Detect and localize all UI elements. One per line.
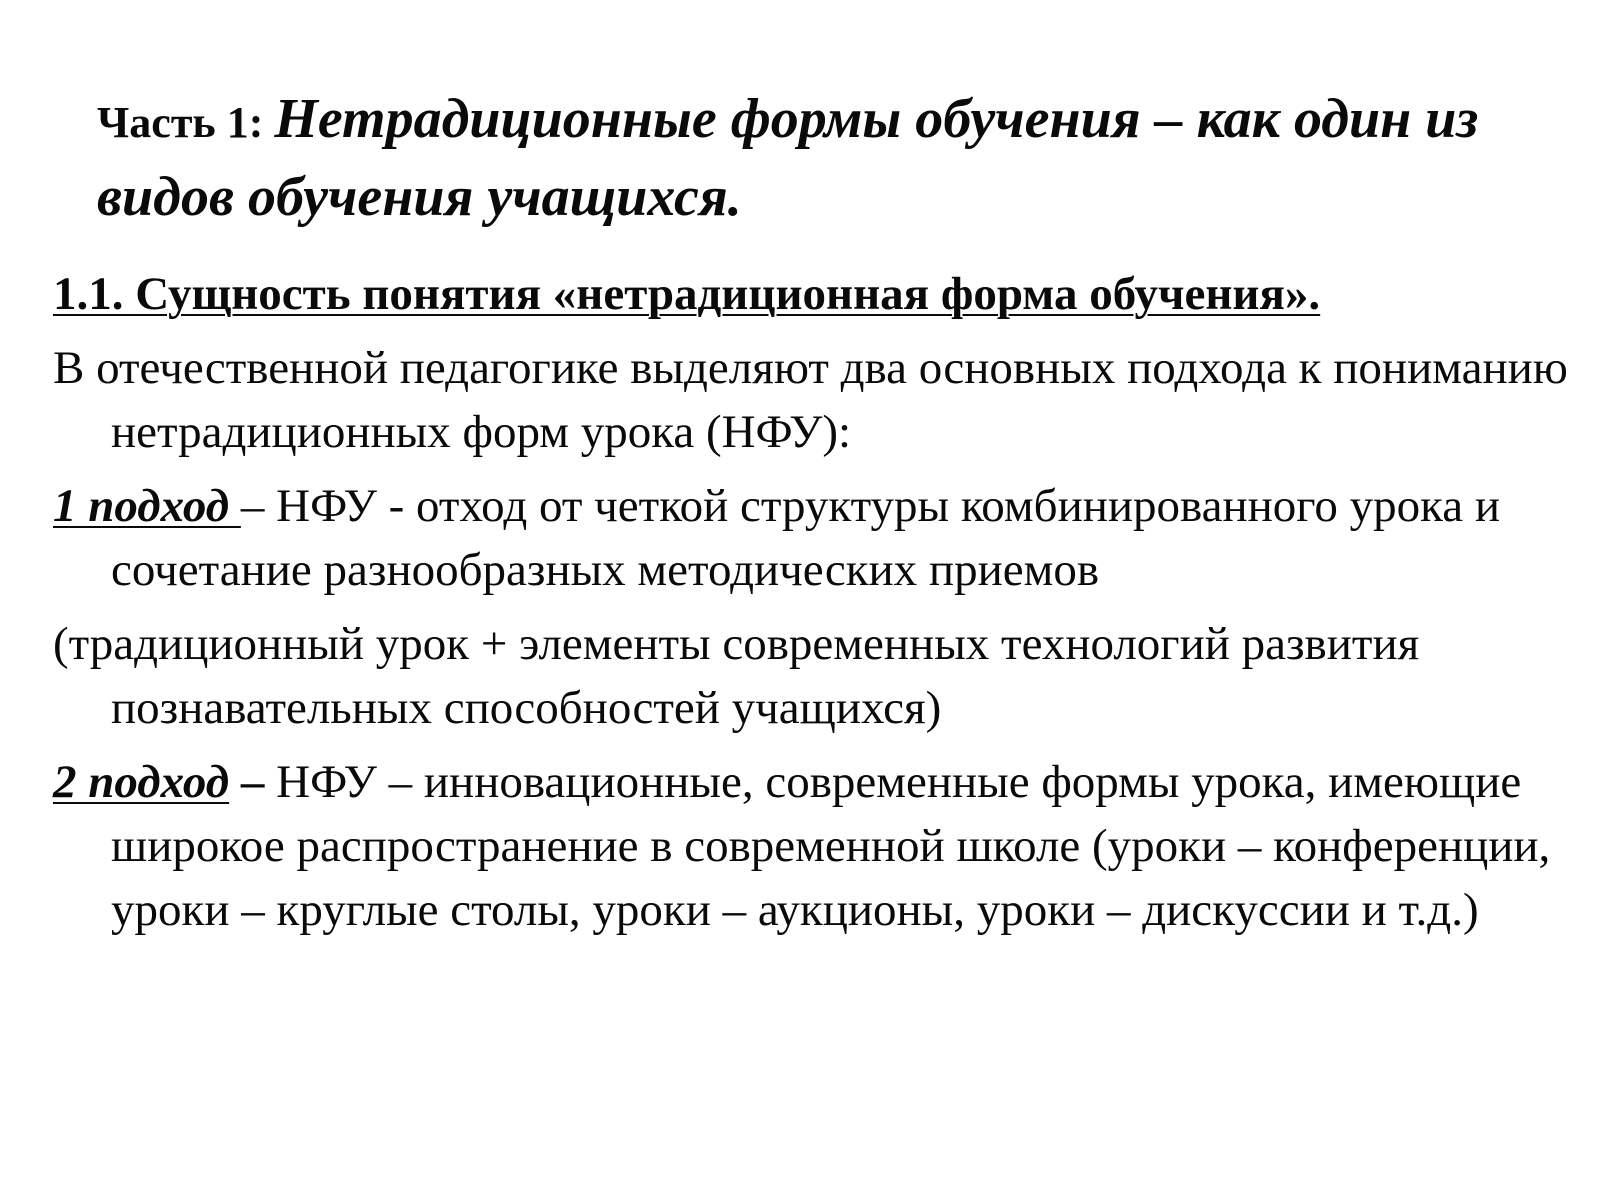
approach-1-label: 1 подход bbox=[53, 480, 241, 532]
section-heading: 1.1. Сущность понятия «нетрадиционная форма обучения». bbox=[53, 268, 1321, 320]
title-prefix: Часть 1: bbox=[97, 98, 275, 147]
approach-2-paragraph bbox=[53, 750, 1583, 942]
slide-title bbox=[97, 82, 1537, 235]
slide-body bbox=[53, 262, 1583, 952]
intro-paragraph: В отечественной педагогике выделяют два основных подхода к пониманию нетрадиционных форм урока (НФУ): bbox=[53, 342, 1568, 458]
approach-2-label: 2 подход bbox=[53, 756, 230, 808]
approach-2-dash: – bbox=[229, 756, 265, 808]
approach-1-paragraph bbox=[53, 474, 1583, 602]
title-main: Нетрадиционные формы обучения – как один из видов обучения учащихся. bbox=[97, 88, 1479, 228]
approach-1-text: – НФУ - отход от четкой структуры комбинированного урока и сочетание разнообразных методических приемов bbox=[111, 480, 1501, 596]
approach-1-note: (традиционный урок + элементы современных технологий развития познавательных способностей учащихся) bbox=[53, 618, 1420, 734]
approach-2-text: НФУ – инновационные, современные формы урока, имеющие широкое распространение в современной школе (уроки – конференции, уроки – круглые столы, уроки – аукционы, уроки – дискуссии и т.д.) bbox=[111, 756, 1551, 936]
